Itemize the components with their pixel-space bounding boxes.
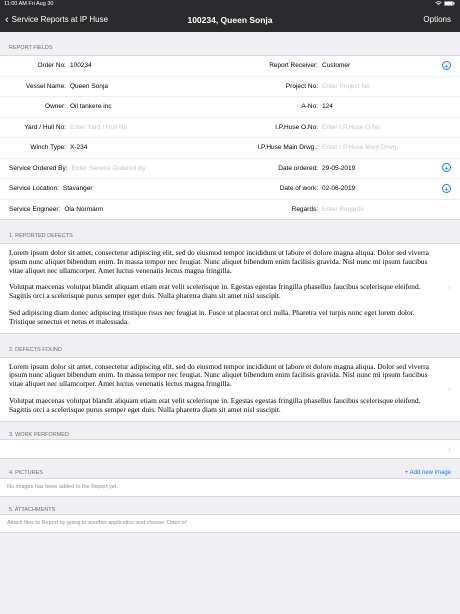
field-input[interactable] (70, 103, 230, 110)
add-circle-icon[interactable]: + (442, 184, 451, 193)
field-input[interactable] (70, 62, 230, 69)
reported-defects-text (9, 249, 430, 327)
work-performed-header: 3. WORK PERFORMED (9, 431, 69, 438)
field-label: Regards: (291, 205, 318, 213)
field-input[interactable] (322, 83, 460, 90)
field-value: Customer (322, 62, 351, 70)
field-row (0, 56, 460, 77)
attachments-info-text: Attach files to Report by going to another application and choose 'Open in' (0, 514, 460, 533)
field-left (0, 77, 230, 97)
field-left (0, 97, 230, 117)
add-image-button[interactable]: + Add new image (404, 469, 451, 476)
field-label: Report Receiver: (269, 62, 318, 70)
clock-text: 11:00 AM (4, 1, 27, 7)
chevron-right-icon: › (448, 282, 451, 293)
navigation-bar (0, 9, 460, 32)
pictures-header (0, 459, 460, 478)
pictures-empty-text: No images has been added to the Report yet. (0, 478, 460, 497)
field-right (230, 97, 460, 117)
back-button[interactable] (5, 15, 108, 24)
reported-defects-header: 1. REPORTED DEFECTS (9, 233, 73, 239)
field-row (0, 200, 460, 220)
field-left (0, 159, 230, 179)
pictures-title: 4. PICTURES (9, 469, 43, 476)
chevron-right-icon: › (448, 443, 451, 454)
wifi-icon (435, 1, 442, 6)
field-right (230, 159, 460, 179)
field-value: Ola Normann (64, 205, 103, 213)
field-input[interactable] (322, 124, 460, 131)
field-left (0, 56, 230, 76)
field-input[interactable] (322, 206, 460, 213)
field-left (0, 138, 230, 158)
battery-icon (444, 1, 455, 6)
field-right (230, 77, 460, 97)
chevron-left-icon: ‹ (5, 13, 9, 26)
report-fields-list (0, 55, 460, 220)
field-right (230, 56, 460, 76)
field-label: Date of work: (279, 185, 318, 193)
field-row (0, 159, 460, 180)
chevron-right-icon: › (448, 383, 451, 394)
field-value: Queen Sonja (70, 82, 108, 90)
field-row (0, 179, 460, 200)
field-input[interactable] (322, 185, 460, 192)
field-row (0, 97, 460, 118)
defects-found-header: 2. DEFECTS FOUND (9, 346, 62, 353)
field-value: Oil tankere inc (70, 103, 112, 111)
field-value: 100234 (70, 62, 92, 70)
field-input[interactable] (70, 83, 230, 90)
defects-found-text (9, 363, 430, 415)
field-label: Service Ordered By: (9, 164, 68, 172)
field-placeholder: Enter Service Ordered By (71, 164, 146, 172)
paragraph: Volutpat maecenas volutpat blandit aliquam etiam erat velit scelerisque in. Egestas egestas fringilla phasellus faucibus scelerisque eleifend. Sagittis orci a scelerisque purus semper eget duis. Nulla pharetra diam sit amet nisl suscipit. (9, 395, 421, 414)
add-circle-icon[interactable]: + (442, 163, 451, 172)
paragraph: Sed adipiscing diam donec adipiscing tristique risus nec feugiat in. Fusce ut placerat orci nulla. Pharetra vel turpis nunc eget lorem dolor. Tristique senectus et netus et malesuada. (9, 307, 415, 326)
status-icons (435, 1, 455, 8)
field-right (230, 118, 460, 138)
field-right (230, 200, 460, 220)
field-label: Project No: (285, 82, 318, 90)
field-value: 29-05-2019 (322, 164, 356, 172)
field-value: 124 (322, 103, 333, 111)
paragraph: Lorem ipsum dolor sit amet, consectetur adipiscing elit, sed do eiusmod tempor incididunt ut labore et dolore magna aliqua. Dolor sed viverra ipsum nunc aliquet bibendum enim. In massa tempor nec feugiat. Nunc aliquet bibendum enim facilisis gravida. Nisl nunc mi ipsum faucibus vitae aliquet nec ullamcorper. Amet luctus venenatis lectus magna fringilla. (9, 248, 429, 275)
field-value: Stavanger (62, 185, 93, 193)
defects-found-cell[interactable] (0, 357, 460, 422)
field-label: Service Engineer: (9, 205, 61, 213)
field-input[interactable] (64, 206, 230, 213)
field-label: A-No: (301, 103, 318, 111)
attachments-header: 5. ATTACHMENTS (9, 506, 56, 513)
field-input[interactable] (322, 62, 460, 69)
field-label: Vessel Name: (25, 82, 66, 90)
add-circle-icon[interactable]: + (442, 61, 451, 70)
field-left (0, 200, 230, 220)
field-label: Winch Type: (30, 144, 66, 152)
field-label: Date ordered: (278, 164, 318, 172)
page-title: 100234, Queen Sonja (187, 15, 273, 25)
field-row (0, 118, 460, 139)
report-fields-header: REPORT FIELDS (9, 45, 53, 51)
field-label: I.P.Huse Main Drwg.: (257, 144, 318, 152)
field-placeholder: Enter Project No (322, 82, 370, 90)
field-label: Owner: (45, 103, 66, 111)
field-input[interactable] (70, 144, 230, 151)
options-button[interactable]: Options (423, 15, 451, 24)
field-placeholder: Enter Regards (322, 205, 364, 213)
status-time (4, 1, 53, 7)
field-input[interactable] (322, 103, 460, 110)
work-performed-cell[interactable] (0, 439, 460, 459)
field-placeholder: Enter I.P.Huse Main Drwg. (322, 144, 399, 152)
field-input[interactable] (322, 165, 460, 172)
field-right (230, 138, 460, 158)
paragraph: Volutpat maecenas volutpat blandit aliquam etiam erat velit scelerisque in. Egestas egestas fringilla phasellus faucibus scelerisque eleifend. Sagittis orci a scelerisque purus semper eget duis. Nulla pharetra diam sit amet nisl suscipit. (9, 282, 421, 301)
field-value: 02-06-2019 (322, 185, 356, 193)
field-left (0, 179, 230, 199)
field-row (0, 138, 460, 159)
field-input[interactable] (72, 165, 230, 172)
paragraph: Lorem ipsum dolor sit amet, consectetur adipiscing elit, sed do eiusmod tempor incididunt ut labore et dolore magna aliqua. Dolor sed viverra ipsum nunc aliquet bibendum enim. In massa tempor nec feugiat. Nunc aliquet bibendum enim facilisis gravida. Nisl nunc mi ipsum faucibus vitae aliquet nec ullamcorper. Amet luctus venenatis lectus magna fringilla. (9, 361, 429, 389)
field-input[interactable] (322, 144, 460, 151)
field-label: Yard / Hull No: (24, 123, 66, 131)
field-label: Service Location: (9, 185, 59, 193)
status-bar (0, 0, 460, 9)
field-placeholder: Enter Yard / Hull No (70, 123, 128, 131)
date-text: Fri Aug 30 (28, 1, 54, 7)
field-right (230, 179, 460, 199)
field-row (0, 77, 460, 98)
field-input[interactable] (63, 185, 230, 192)
field-input[interactable] (70, 124, 230, 131)
reported-defects-cell[interactable] (0, 243, 460, 334)
back-button-label: Service Reports at IP Huse (11, 15, 109, 24)
field-value: X-234 (70, 144, 88, 152)
field-label: I.P.Huse O.No: (275, 123, 318, 131)
field-label: Order No: (37, 62, 66, 70)
field-left (0, 118, 230, 138)
field-placeholder: Enter I.P.Huse O.No (322, 123, 381, 131)
